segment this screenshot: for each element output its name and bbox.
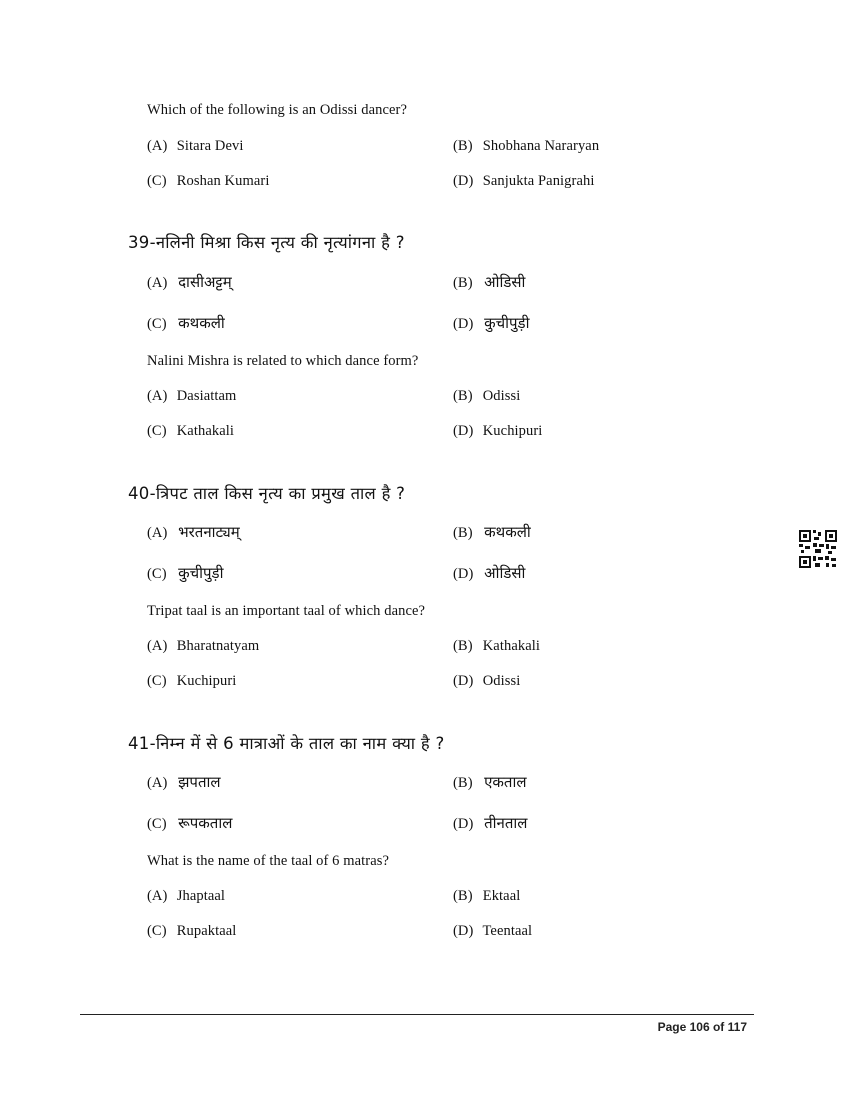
option-label: (B) <box>453 888 473 904</box>
option-text: कुचीपुड़ी <box>178 564 224 582</box>
option-label: (C) <box>147 423 167 439</box>
question-39-hindi: 39-नलिनी मिश्रा किस नृत्य की नृत्यांगना है ? <box>128 233 405 252</box>
question-41-english: What is the name of the taal of 6 matras? <box>147 853 390 869</box>
q38-option-c <box>147 173 269 190</box>
q41-option-a <box>147 888 225 905</box>
q39-option-d <box>453 423 542 440</box>
option-label: (B) <box>453 525 473 541</box>
option-text: Kuchipuri <box>482 423 543 439</box>
q41-hindi-option-d <box>453 813 527 833</box>
q40-option-c <box>147 673 236 690</box>
question-39-english: Nalini Mishra is related to which dance form? <box>147 353 419 369</box>
option-text: कथकली <box>484 523 531 541</box>
option-label: (C) <box>147 923 167 939</box>
q40-hindi-option-c <box>147 563 223 583</box>
option-text: Ektaal <box>482 888 521 904</box>
option-label: (A) <box>147 275 168 291</box>
q41-hindi-option-c <box>147 813 232 833</box>
question-40-english: Tripat taal is an important taal of which dance? <box>147 603 426 619</box>
option-label: (B) <box>453 775 473 791</box>
option-text: Rupaktaal <box>176 923 237 939</box>
option-text: Odissi <box>482 673 521 689</box>
q40-option-a <box>147 638 259 655</box>
option-label: (B) <box>453 388 473 404</box>
option-text: कुचीपुड़ी <box>484 314 530 332</box>
option-label: (A) <box>147 638 168 654</box>
option-text: ओडिसी <box>484 273 526 291</box>
footer-divider <box>80 1014 754 1015</box>
q39-option-a <box>147 388 236 405</box>
option-text: रूपकताल <box>178 814 233 832</box>
option-label: (D) <box>453 673 474 689</box>
option-text: Bharatnatyam <box>176 638 260 654</box>
option-text: कथकली <box>178 314 225 332</box>
option-label: (A) <box>147 138 168 154</box>
option-label: (C) <box>147 566 167 582</box>
option-text: Sanjukta Panigrahi <box>482 173 595 189</box>
option-text: तीनताल <box>484 814 528 832</box>
q39-hindi-option-c <box>147 313 225 333</box>
option-label: (B) <box>453 638 473 654</box>
question-41-hindi: 41-निम्न में से 6 मात्राओं के ताल का नाम क्या है ? <box>128 734 445 753</box>
q38-option-d <box>453 173 594 190</box>
option-label: (A) <box>147 775 168 791</box>
option-text: Kathakali <box>176 423 234 439</box>
option-label: (C) <box>147 316 167 332</box>
q40-hindi-option-a <box>147 522 240 542</box>
option-label: (D) <box>453 816 474 832</box>
q39-hindi-option-a <box>147 272 232 292</box>
option-text: Roshan Kumari <box>176 173 270 189</box>
option-text: दासीअट्टम् <box>178 273 232 291</box>
q38-option-b <box>453 138 599 155</box>
option-label: (B) <box>453 138 473 154</box>
q41-option-d <box>453 923 532 940</box>
q40-option-d <box>453 673 520 690</box>
q41-option-c <box>147 923 236 940</box>
option-label: (B) <box>453 275 473 291</box>
q40-option-b <box>453 638 540 655</box>
q41-hindi-option-a <box>147 772 221 792</box>
option-label: (D) <box>453 316 474 332</box>
option-label: (D) <box>453 566 474 582</box>
page-number: Page 106 of 117 <box>657 1020 747 1034</box>
option-label: (C) <box>147 816 167 832</box>
q38-option-a <box>147 138 243 155</box>
option-text: Jhaptaal <box>176 888 226 904</box>
q39-hindi-option-b <box>453 272 525 292</box>
option-text: ओडिसी <box>484 564 526 582</box>
question-38-english: Which of the following is an Odissi dancer? <box>147 102 407 118</box>
question-40-hindi: 40-त्रिपट ताल किस नृत्य का प्रमुख ताल है ? <box>128 484 406 503</box>
option-text: Sitara Devi <box>176 138 244 154</box>
q39-option-c <box>147 423 234 440</box>
qr-code-icon <box>798 529 838 569</box>
option-text: भरतनाट्यम् <box>178 523 240 541</box>
option-label: (D) <box>453 423 474 439</box>
q39-option-b <box>453 388 520 405</box>
option-text: Teentaal <box>482 923 533 939</box>
q41-hindi-option-b <box>453 772 527 792</box>
q41-option-b <box>453 888 520 905</box>
q40-hindi-option-b <box>453 522 531 542</box>
q40-hindi-option-d <box>453 563 525 583</box>
option-label: (C) <box>147 173 167 189</box>
option-text: झपताल <box>178 773 221 791</box>
option-text: Dasiattam <box>176 388 237 404</box>
option-label: (A) <box>147 388 168 404</box>
option-label: (C) <box>147 673 167 689</box>
q39-hindi-option-d <box>453 313 529 333</box>
option-label: (A) <box>147 888 168 904</box>
option-label: (D) <box>453 923 474 939</box>
option-text: Shobhana Nararyan <box>482 138 600 154</box>
option-text: Kathakali <box>482 638 540 654</box>
option-label: (A) <box>147 525 168 541</box>
option-text: एकताल <box>484 773 527 791</box>
option-label: (D) <box>453 173 474 189</box>
option-text: Odissi <box>482 388 521 404</box>
option-text: Kuchipuri <box>176 673 237 689</box>
